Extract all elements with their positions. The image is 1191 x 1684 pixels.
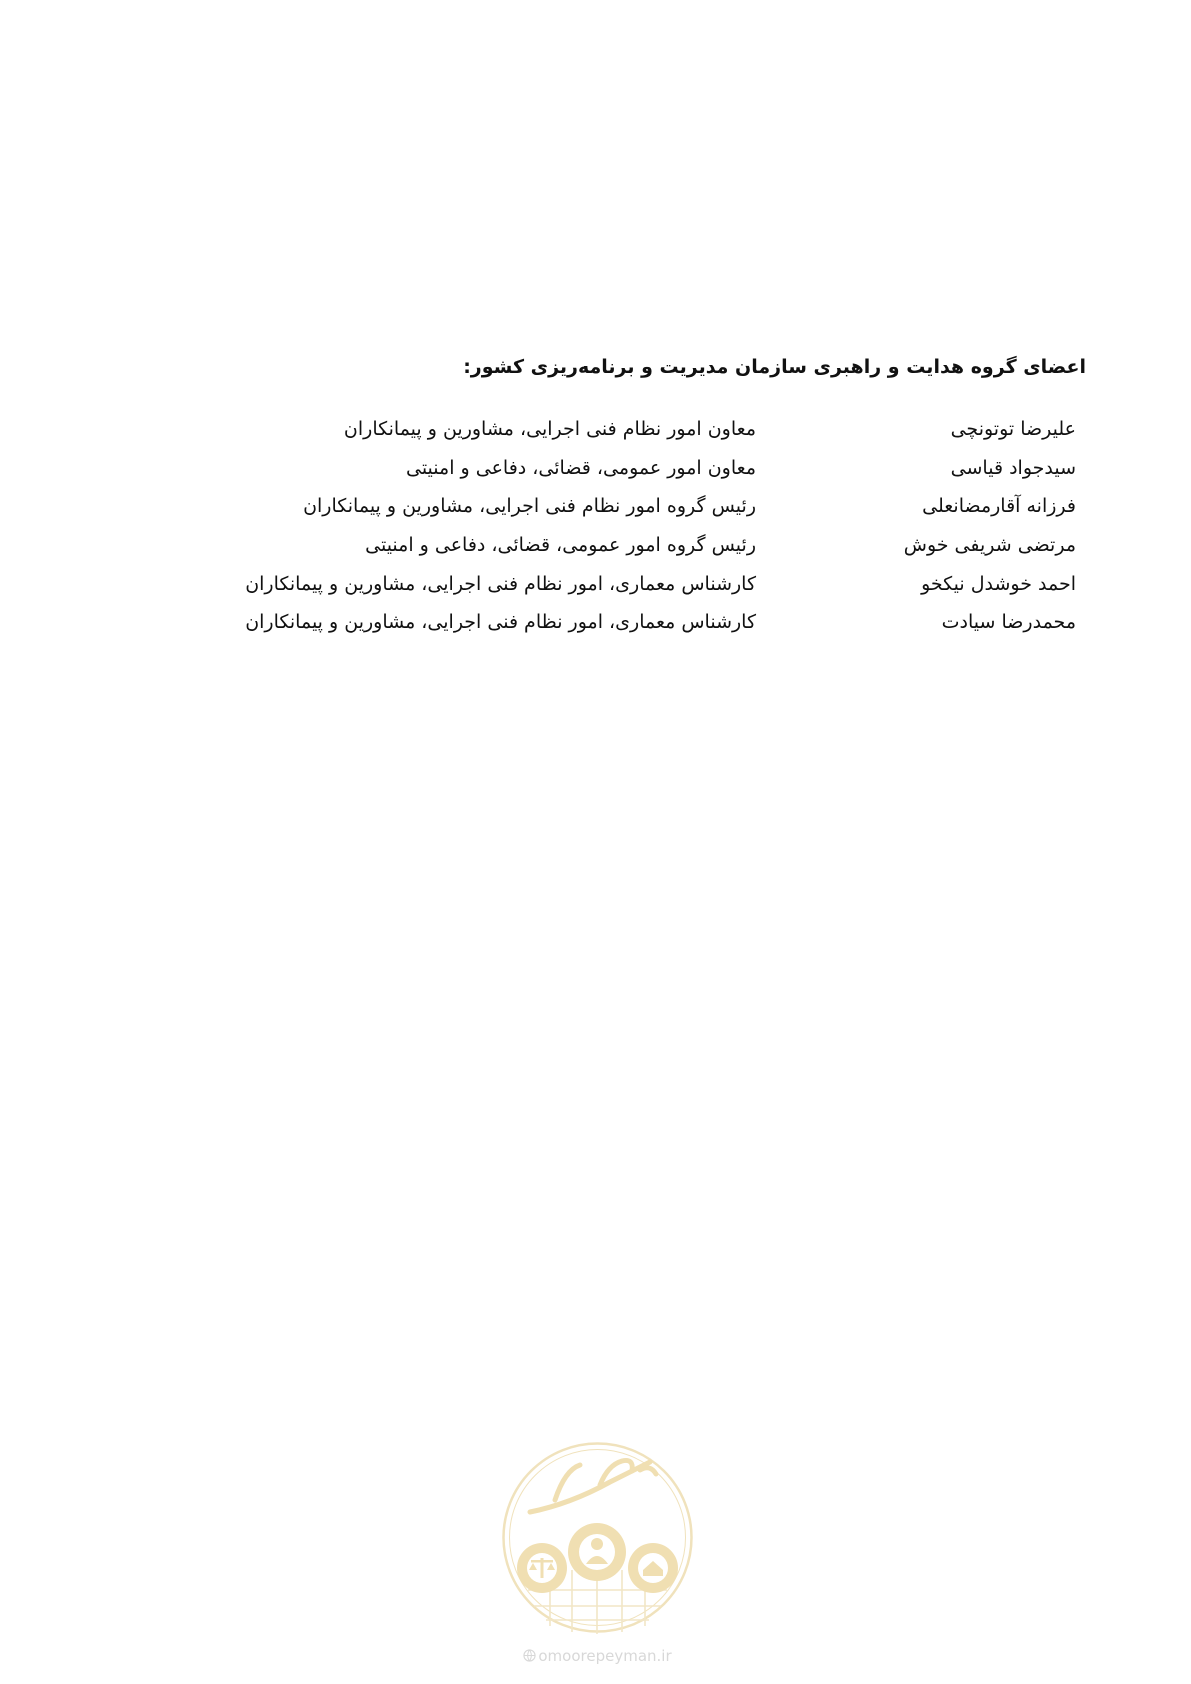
member-role: معاون امور نظام فنی اجرایی، مشاورین و پیمانکاران	[343, 418, 756, 441]
member-name: مرتضی شریفی خوش	[903, 534, 1076, 557]
member-role: رئیس گروه امور نظام فنی اجرایی، مشاورین و پیمانکاران	[303, 495, 756, 518]
member-name: فرزانه آقارمضانعلی	[922, 495, 1076, 518]
list-item	[176, 603, 1076, 642]
website-url: omoorepeyman.ir	[538, 1647, 672, 1665]
list-item	[176, 449, 1076, 488]
website-label	[510, 1647, 685, 1665]
globe-icon	[523, 1649, 536, 1662]
member-role: معاون امور عمومی، قضائی، دفاعی و امنیتی	[405, 456, 756, 479]
page-heading: اعضای گروه هدایت و راهبری سازمان مدیریت و برنامه‌ریزی کشور:	[463, 356, 1086, 378]
members-list	[176, 410, 1076, 642]
member-role: رئیس گروه امور عمومی، قضائی، دفاعی و امنیتی	[365, 534, 756, 557]
list-item	[176, 564, 1076, 603]
list-item	[176, 487, 1076, 526]
member-name: سیدجواد قیاسی	[950, 456, 1076, 479]
watermark-logo	[500, 1440, 695, 1635]
member-role: کارشناس معماری، امور نظام فنی اجرایی، مشاورین و پیمانکاران	[245, 611, 756, 634]
list-item	[176, 410, 1076, 449]
list-item	[176, 526, 1076, 565]
member-name: علیرضا توتونچی	[950, 418, 1076, 441]
member-role: کارشناس معماری، امور نظام فنی اجرایی، مشاورین و پیمانکاران	[245, 572, 756, 595]
logo-calligraphy	[530, 1460, 656, 1512]
member-name: احمد خوشدل نیکخو	[921, 572, 1076, 595]
member-name: محمدرضا سیادت	[941, 611, 1076, 634]
